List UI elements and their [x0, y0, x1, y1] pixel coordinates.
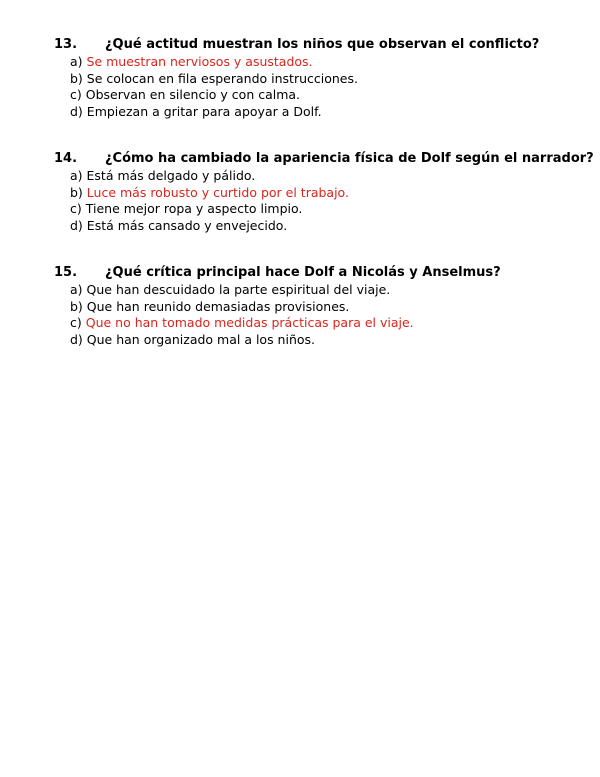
question-header: [54, 36, 574, 54]
question-14: [54, 150, 594, 234]
question-header: [54, 150, 594, 168]
question-15: [54, 264, 574, 348]
question-text: ¿Qué crítica principal hace Dolf a Nicolás y Anselmus?: [105, 265, 501, 280]
option-letter: d): [70, 217, 87, 233]
option-letter: c): [70, 87, 86, 103]
answer-option-a: [70, 282, 574, 299]
option-letter: a): [70, 54, 87, 69]
option-letter: b): [70, 298, 87, 314]
option-text-correct: Que no han tomado medidas prácticas para el viaje.: [85, 315, 414, 331]
option-text: Está más delgado y pálido.: [86, 168, 256, 183]
answer-option-d: [70, 332, 574, 349]
option-text-correct: Se muestran nerviosos y asustados.: [86, 54, 313, 69]
answer-option-b: [70, 299, 574, 316]
option-text-correct: Luce más robusto y curtido por el trabajo.: [86, 184, 349, 200]
answer-option-a: [70, 168, 574, 185]
option-text: Empiezan a gritar para apoyar a Dolf.: [86, 103, 322, 119]
answer-options: [54, 168, 574, 234]
question-number: 14.: [54, 151, 78, 166]
question-number: 13.: [54, 37, 78, 52]
option-letter: c): [70, 315, 86, 331]
option-letter: b): [70, 70, 87, 86]
option-text: Que han organizado mal a los niños.: [86, 331, 316, 347]
answer-option-c: [70, 315, 574, 332]
option-letter: d): [70, 103, 87, 119]
option-text: Observan en silencio y con calma.: [85, 87, 301, 103]
option-text: Que han descuidado la parte espiritual del viaje.: [86, 282, 391, 297]
option-letter: b): [70, 184, 87, 200]
option-letter: a): [70, 282, 87, 297]
answer-option-d: [70, 218, 574, 235]
option-text: Que han reunido demasiadas provisiones.: [86, 298, 350, 314]
question-text: ¿Cómo ha cambiado la apariencia física de Dolf según el narrador?: [105, 151, 594, 166]
question-header: [54, 264, 574, 282]
option-text: Tiene mejor ropa y aspecto limpio.: [85, 201, 303, 217]
option-text: Está más cansado y envejecido.: [86, 217, 288, 233]
option-letter: a): [70, 168, 87, 183]
option-letter: c): [70, 201, 86, 217]
question-number: 15.: [54, 265, 78, 280]
question-text: ¿Qué actitud muestran los niños que observan el conflicto?: [105, 37, 540, 52]
answer-option-c: [70, 87, 574, 104]
answer-option-b: [70, 185, 574, 202]
option-letter: d): [70, 331, 87, 347]
question-13: [54, 36, 574, 120]
answer-option-c: [70, 201, 574, 218]
answer-option-a: [70, 54, 574, 71]
answer-option-d: [70, 104, 574, 121]
option-text: Se colocan en fila esperando instrucciones.: [86, 70, 358, 86]
answer-option-b: [70, 71, 574, 88]
answer-options: [54, 282, 574, 348]
answer-options: [54, 54, 574, 120]
